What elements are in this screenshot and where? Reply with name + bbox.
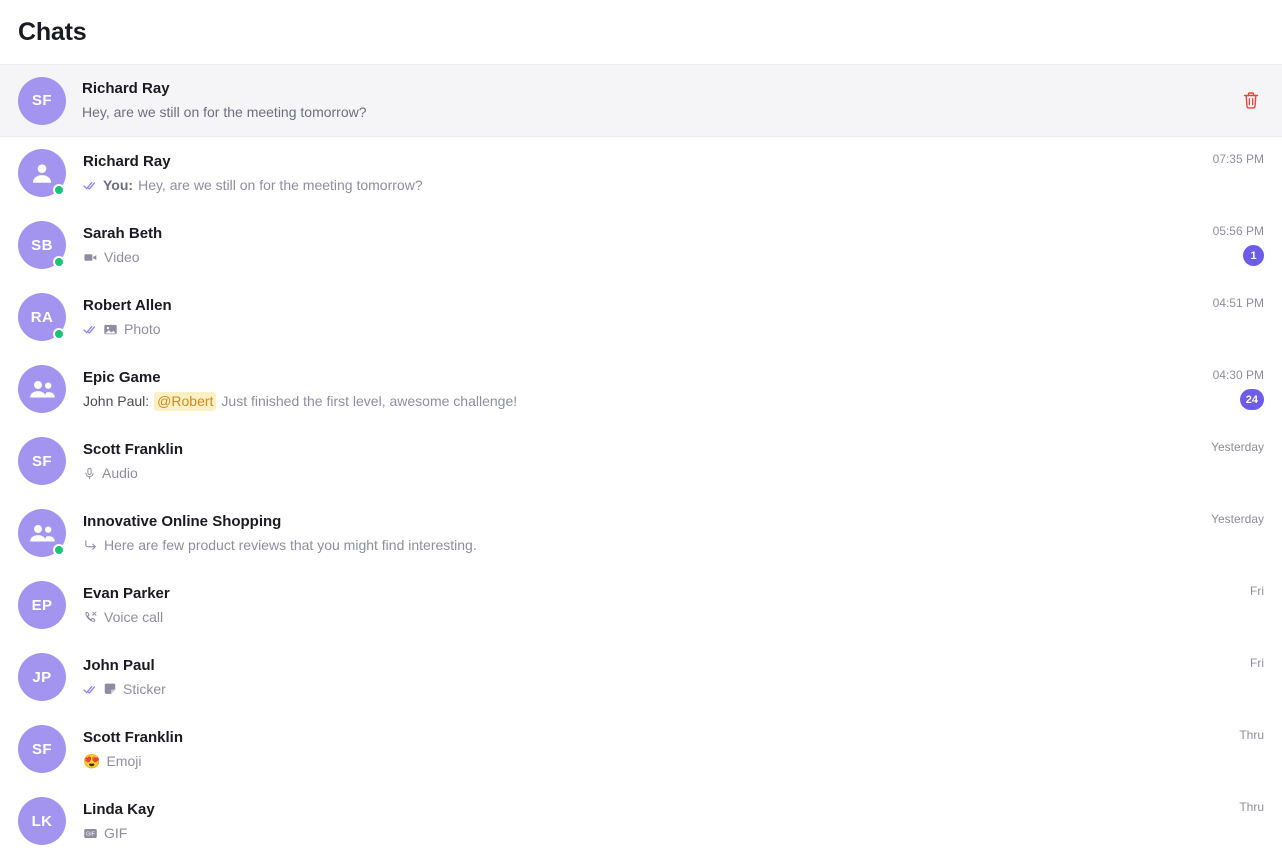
unread-badge: 1: [1243, 245, 1264, 266]
avatar: [18, 653, 66, 701]
chat-item-meta: [1202, 368, 1264, 410]
sticker-icon: [103, 682, 117, 696]
chat-list-item[interactable]: [0, 353, 1282, 425]
emoji-icon: 😍: [83, 753, 101, 769]
chat-item-content: [83, 224, 1190, 267]
avatar-initials: LK: [31, 812, 53, 830]
avatar-image: [18, 725, 66, 773]
reply-icon: [83, 538, 98, 553]
chat-item-name: Evan Parker: [83, 584, 170, 602]
chat-item-meta: [1202, 296, 1264, 338]
chat-item-timestamp: 04:51 PM: [1212, 296, 1264, 310]
chat-item-name: Robert Allen: [83, 296, 172, 314]
avatar-initials: SB: [31, 236, 53, 254]
message-preview: Emoji: [106, 752, 142, 769]
chat-list-item[interactable]: [0, 137, 1282, 209]
chats-header: [0, 0, 1282, 65]
online-status-indicator: [53, 328, 65, 340]
chat-list-item[interactable]: [0, 641, 1282, 713]
chat-item-content: [83, 368, 1190, 411]
selected-chat-row[interactable]: [0, 65, 1282, 137]
avatar-image: [18, 797, 66, 845]
avatar-image: [18, 581, 66, 629]
message-prefix-you: You:: [103, 176, 134, 193]
chat-list-item[interactable]: [0, 209, 1282, 281]
chat-item-subtitle: [83, 752, 1190, 771]
message-preview: Hey, are we still on for the meeting tomorrow?: [138, 176, 423, 193]
chat-item-name: Linda Kay: [83, 800, 155, 818]
online-status-indicator: [53, 544, 65, 556]
avatar-image: [18, 653, 66, 701]
chat-item-meta: [1202, 152, 1264, 194]
chat-item-content: [83, 296, 1190, 339]
chat-item-subtitle: [83, 392, 1190, 411]
avatar: [18, 581, 66, 629]
chat-item-meta: [1202, 656, 1264, 698]
chat-item-subtitle: [83, 536, 1190, 555]
unread-badge: 24: [1240, 389, 1264, 410]
avatar: [18, 437, 66, 485]
read-receipt-icon: [83, 324, 98, 335]
avatar: [18, 365, 66, 413]
chat-item-name: Innovative Online Shopping: [83, 512, 282, 530]
chat-item-name: Epic Game: [83, 368, 161, 386]
gif-icon: [83, 826, 98, 841]
message-preview: Video: [104, 248, 140, 265]
selected-chat-name: Richard Ray: [82, 80, 170, 97]
online-status-indicator: [53, 256, 65, 268]
avatar: [18, 797, 66, 845]
chat-item-name: Richard Ray: [83, 152, 171, 170]
avatar-initials: SF: [32, 452, 52, 470]
group-icon: [28, 375, 56, 403]
read-receipt-icon: [83, 180, 98, 191]
avatar: [18, 725, 66, 773]
chat-list-item[interactable]: [0, 569, 1282, 641]
microphone-icon: [83, 466, 96, 481]
message-preview: Just finished the first level, awesome challenge!: [221, 392, 518, 409]
chat-item-timestamp: Thru: [1239, 800, 1264, 814]
chat-item-content: [83, 800, 1190, 843]
avatar-image: [18, 365, 66, 413]
svg-text:GIF: GIF: [85, 831, 96, 838]
avatar-initials: RA: [30, 308, 54, 326]
avatar-initials: EP: [31, 596, 53, 614]
chat-item-content: [83, 584, 1190, 627]
chat-item-subtitle: [83, 464, 1190, 483]
chat-list[interactable]: [0, 137, 1282, 857]
chat-list-item[interactable]: [0, 713, 1282, 785]
chat-item-meta: [1202, 512, 1264, 554]
message-preview: Audio: [102, 464, 138, 481]
chat-item-subtitle: [83, 608, 1190, 627]
chat-item-timestamp: Thru: [1239, 728, 1264, 742]
chat-item-content: [83, 512, 1190, 555]
avatar-image: [18, 437, 66, 485]
chat-item-subtitle: [83, 248, 1190, 267]
chat-item-timestamp: Fri: [1250, 584, 1264, 598]
chat-item-subtitle: [83, 824, 1190, 843]
chat-item-meta: [1202, 800, 1264, 842]
message-preview: GIF: [104, 824, 128, 841]
photo-icon: [103, 322, 118, 337]
trash-icon: [1242, 91, 1260, 110]
chat-item-content: [83, 440, 1190, 483]
message-preview: Here are few product reviews that you might find interesting.: [104, 536, 477, 553]
chat-item-subtitle: [83, 176, 1190, 195]
chat-item-name: Scott Franklin: [83, 728, 184, 746]
chat-item-timestamp: Fri: [1250, 656, 1264, 670]
message-preview: Photo: [124, 320, 161, 337]
chat-item-name: John Paul: [83, 656, 155, 674]
video-icon: [83, 250, 98, 265]
avatar-initials: SF: [32, 740, 52, 758]
avatar-initials: JP: [32, 668, 52, 686]
chat-item-timestamp: 07:35 PM: [1212, 152, 1264, 166]
chat-list-item[interactable]: [0, 785, 1282, 857]
chat-item-timestamp: Yesterday: [1211, 512, 1264, 526]
online-status-indicator: [53, 184, 65, 196]
person-icon: [29, 160, 55, 186]
chat-list-item[interactable]: [0, 497, 1282, 569]
chat-item-meta: [1202, 584, 1264, 626]
chat-item-timestamp: 04:30 PM: [1212, 368, 1264, 382]
avatar: [18, 221, 66, 269]
avatar: [18, 509, 66, 557]
message-sender: John Paul:: [83, 392, 150, 409]
message-preview: Sticker: [123, 680, 166, 697]
chat-item-meta: [1202, 728, 1264, 770]
chat-item-name: Sarah Beth: [83, 224, 163, 242]
avatar: [18, 293, 66, 341]
selected-chat-message: Hey, are we still on for the meeting tomorrow?: [82, 104, 367, 120]
chat-item-subtitle: [83, 320, 1190, 339]
chat-item-timestamp: 05:56 PM: [1212, 224, 1264, 238]
chat-item-timestamp: Yesterday: [1211, 440, 1264, 454]
chat-item-content: [83, 656, 1190, 699]
chat-item-content: [83, 152, 1190, 195]
phone-icon: [83, 610, 98, 625]
read-receipt-icon: [83, 684, 98, 695]
chat-item-meta: [1202, 224, 1264, 266]
chat-item-meta: [1202, 440, 1264, 482]
chat-item-subtitle: [83, 680, 1190, 699]
chat-item-content: [83, 728, 1190, 771]
page-title: Chats: [18, 17, 87, 46]
avatar-initials: SF: [18, 77, 66, 125]
chat-item-name: Scott Franklin: [83, 440, 184, 458]
chat-list-item[interactable]: [0, 425, 1282, 497]
avatar: [18, 149, 66, 197]
chat-list-item[interactable]: [0, 281, 1282, 353]
selected-chat-info: [82, 79, 1238, 122]
avatar: [18, 77, 66, 125]
message-mention: @Robert: [154, 392, 216, 411]
group-icon: [28, 519, 56, 547]
delete-chat-button[interactable]: [1238, 88, 1264, 114]
message-preview: Voice call: [104, 608, 164, 625]
